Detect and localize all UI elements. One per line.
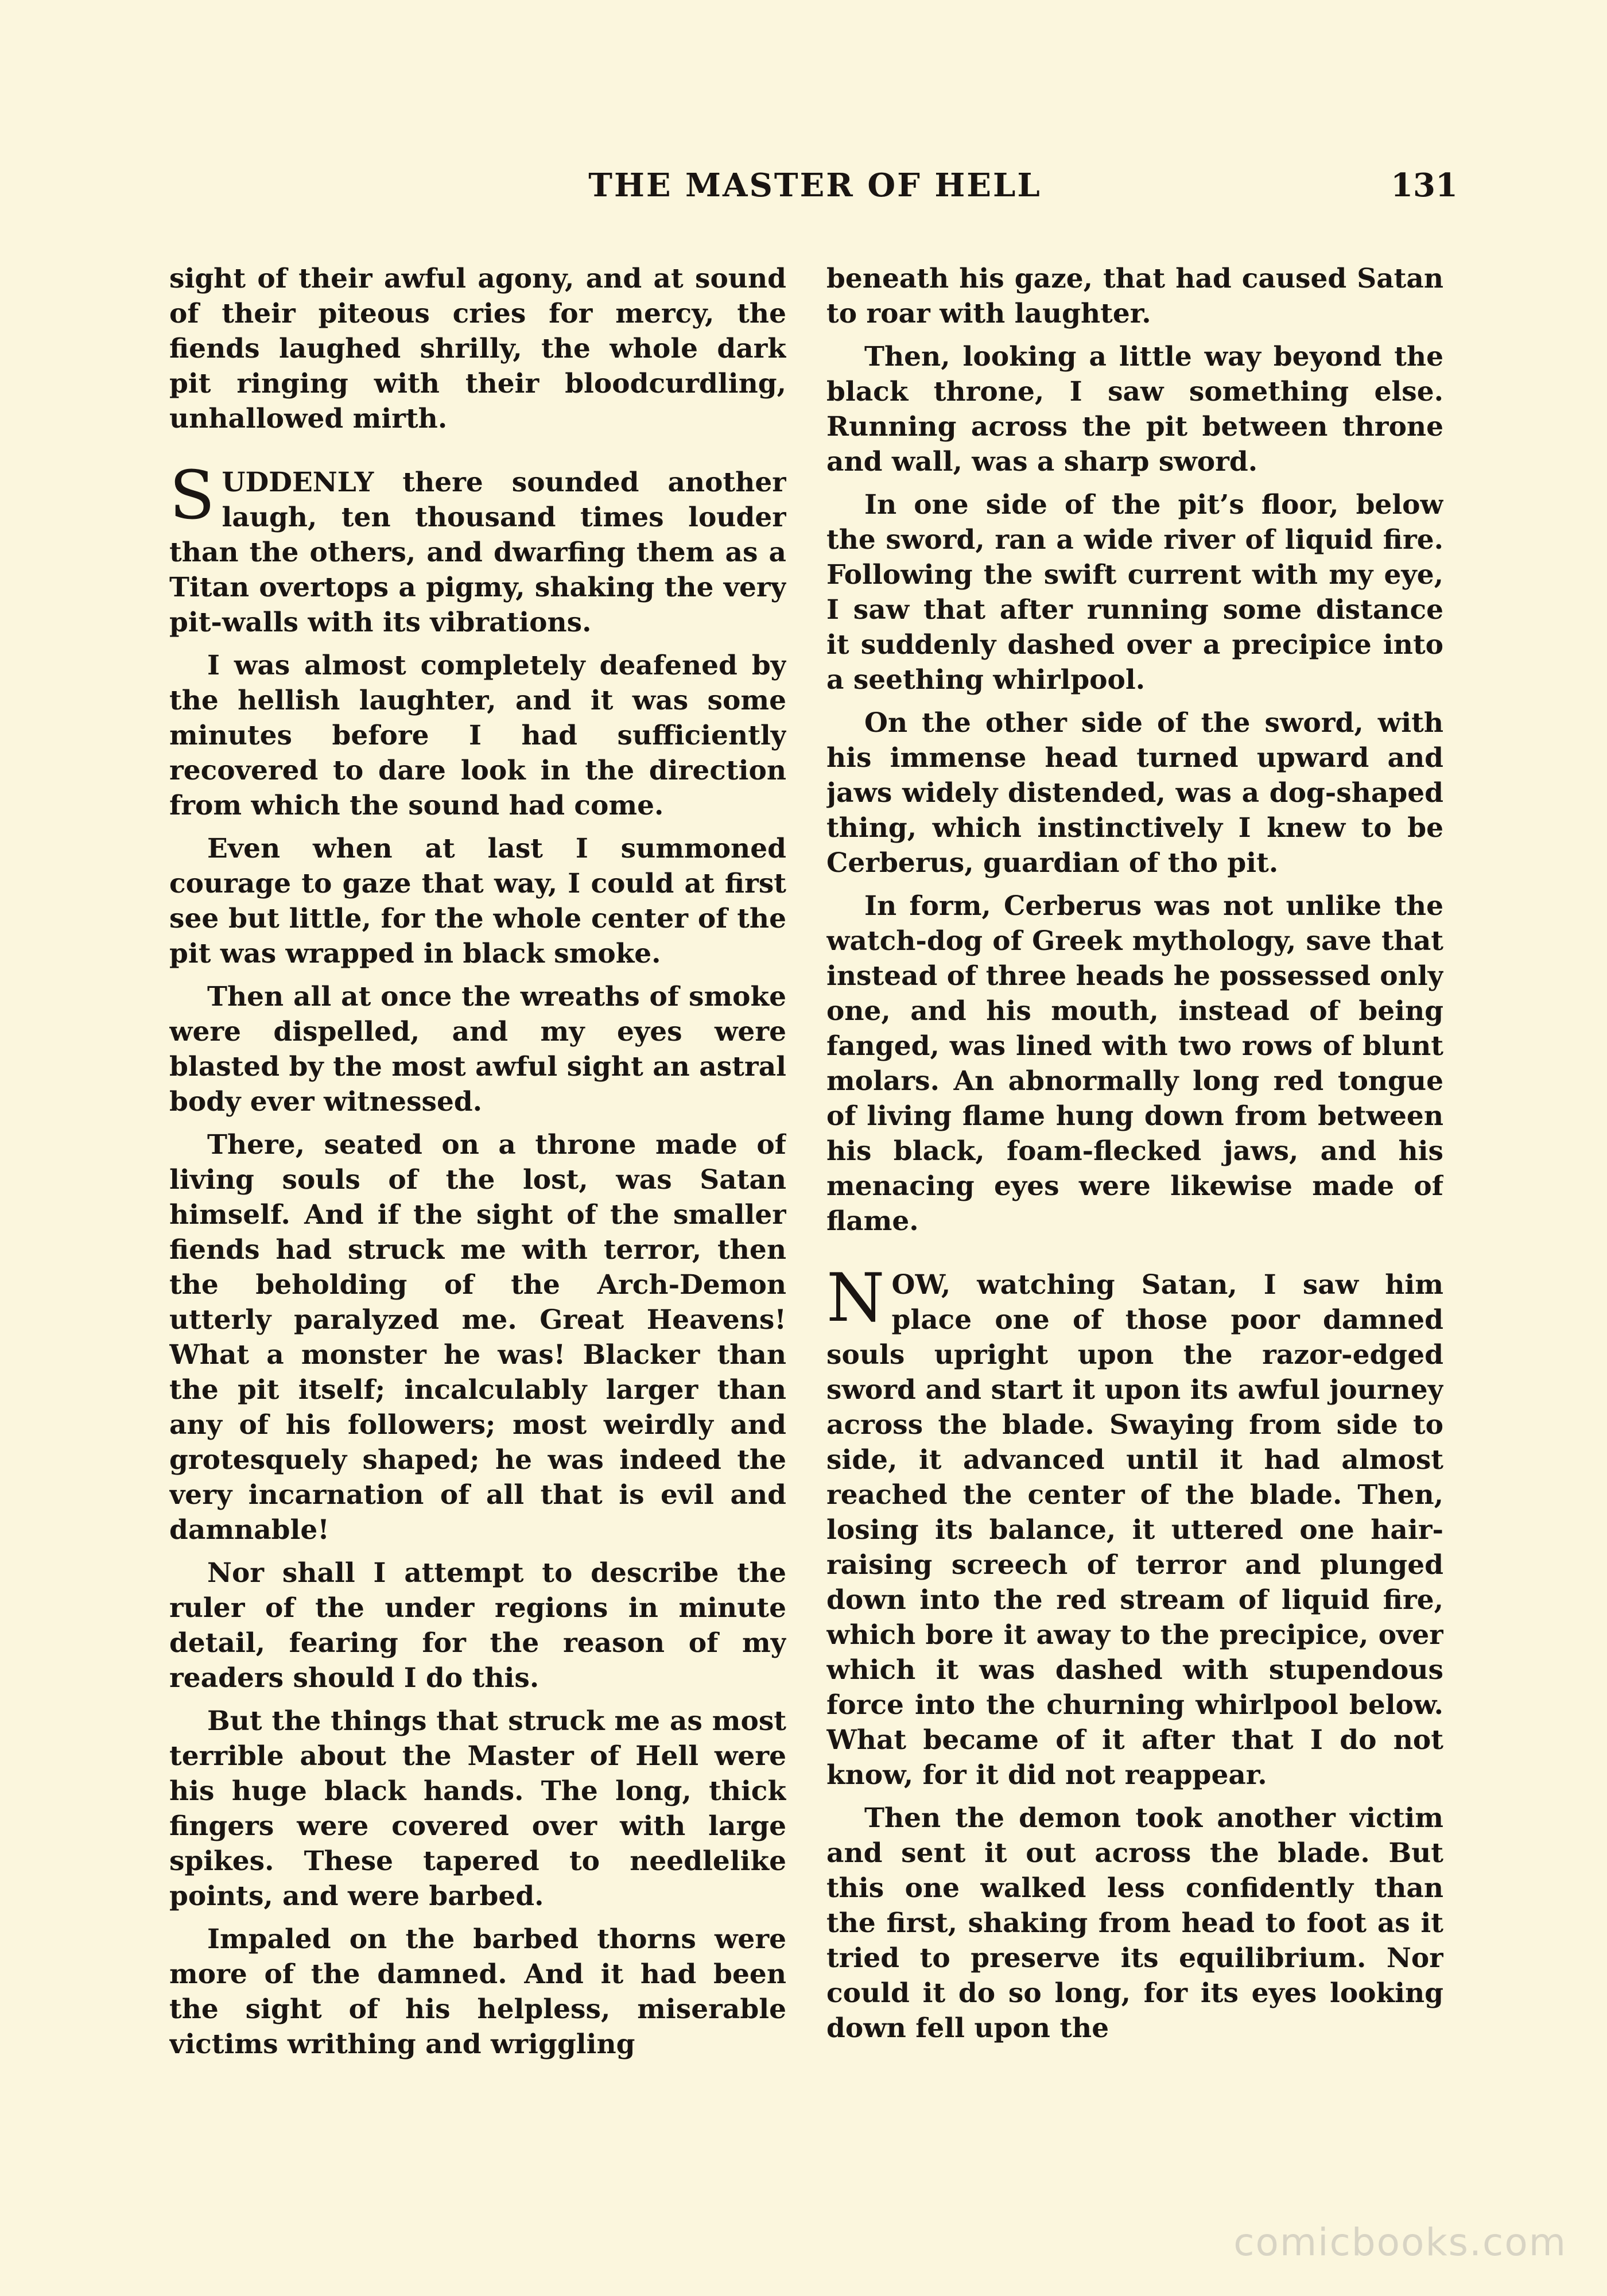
paragraph: sight of their awful agony, and at sound of their piteous cries for mercy, the fiends laughed shrilly, the whole dark pit ringing with their bloodcurdling, unhallowed mirth.: [169, 263, 786, 435]
paragraph: Then, looking a little way beyond the black throne, I saw something else. Running across the pit between throne and wall, was a sharp sword.: [826, 341, 1443, 478]
paragraph: Impaled on the barbed thorns were more of the damned. And it had been the sight of his helpless, miserable victims writhing and wriggling: [169, 1923, 786, 2060]
drop-cap: N: [826, 1259, 885, 1337]
paragraph: beneath his gaze, that had caused Satan to roar with laughter.: [826, 263, 1443, 329]
paragraph: Then all at once the wreaths of smoke were dispelled, and my eyes were blasted by the most awful sight an astral body ever witnessed.: [169, 981, 786, 1118]
paragraph: On the other side of the sword, with his immense head turned upward and jaws widely distended, was a dog-shaped thing, which instinctively I knew to be Cerberus, guardian of tho pit.: [826, 707, 1443, 879]
paragraph: Even when at last I summoned courage to gaze that way, I could at first see but little, for the whole center of the pit was wrapped in black smoke.: [169, 833, 786, 969]
paragraph: Nor shall I attempt to describe the ruler of the under regions in minute detail, fearing for the reason of my readers should I do this.: [169, 1557, 786, 1694]
paragraph: There, seated on a throne made of living souls of the lost, was Satan himself. And if the sight of the smaller fiends had struck me with terror, then the beholding of the Arch-Demon utterly paralyzed me. Great Heavens! What a monster he was! Blacker than the pit itself; incalculably larger than any of his followers; most weirdly and grotesquely shaped; he was indeed the very incarnation of all that is evil and damnable!: [169, 1129, 786, 1546]
paragraph: But the things that struck me as most terrible about the Master of Hell were his huge black hands. The long, thick fingers were covered over with large spikes. These tapered to needlelike points, and were barbed.: [169, 1705, 786, 1912]
right-column: [826, 261, 1443, 2138]
left-column: [169, 261, 786, 2138]
section-opening-paragraph: [826, 1259, 1443, 1793]
page-number: 131: [1391, 166, 1458, 204]
section-opening-paragraph: [169, 457, 786, 640]
paragraph-text: OW, watching Satan, I saw him place one of those poor damned souls upright upon the razor-edged sword and start it upon its awful journey across the blade. Swaying from side to side, it advanced until it had almost reached the center of the blade. Then, losing its balance, it uttered one hair-raising screech of terror and plunged down into the red stream of liquid fire, which bore it away to the precipice, over which it was dashed with stupendous force into the churning whirlpool below. What became of it after that I do not know, for it did not reappear.: [826, 1269, 1443, 1791]
running-title: THE MASTER OF HELL: [588, 166, 1042, 204]
drop-cap: S: [169, 457, 215, 534]
paragraph: In one side of the pit’s floor, below the sword, ran a wide river of liquid fire. Following the swift current with my eye, I saw that after running some distance it suddenly dashed over a precipice into a seething whirlpool.: [826, 489, 1443, 696]
page-header: [172, 166, 1458, 230]
paragraph-text: UDDENLY there sounded another laugh, ten thousand times louder than the others, and dwarfing them as a Titan overtops a pigmy, shaking the very pit-walls with its vibrations.: [169, 467, 786, 638]
paragraph: Then the demon took another victim and sent it out across the blade. But this one walked less confidently than the first, shaking from head to foot as it tried to preserve its equilibrium. Nor could it do so long, for its eyes looking down fell upon the: [826, 1802, 1443, 2044]
paragraph: In form, Cerberus was not unlike the watch-dog of Greek mythology, save that instead of three heads he possessed only one, and his mouth, instead of being fanged, was lined with two rows of blunt molars. An abnormally long red tongue of living flame hung down from between his black, foam-flecked jaws, and his menacing eyes were likewise made of flame.: [826, 890, 1443, 1237]
watermark: comicbooks.com: [1233, 2220, 1567, 2264]
paragraph: I was almost completely deafened by the hellish laughter, and it was some minutes before I had sufficiently recovered to dare look in the direction from which the sound had come.: [169, 650, 786, 821]
